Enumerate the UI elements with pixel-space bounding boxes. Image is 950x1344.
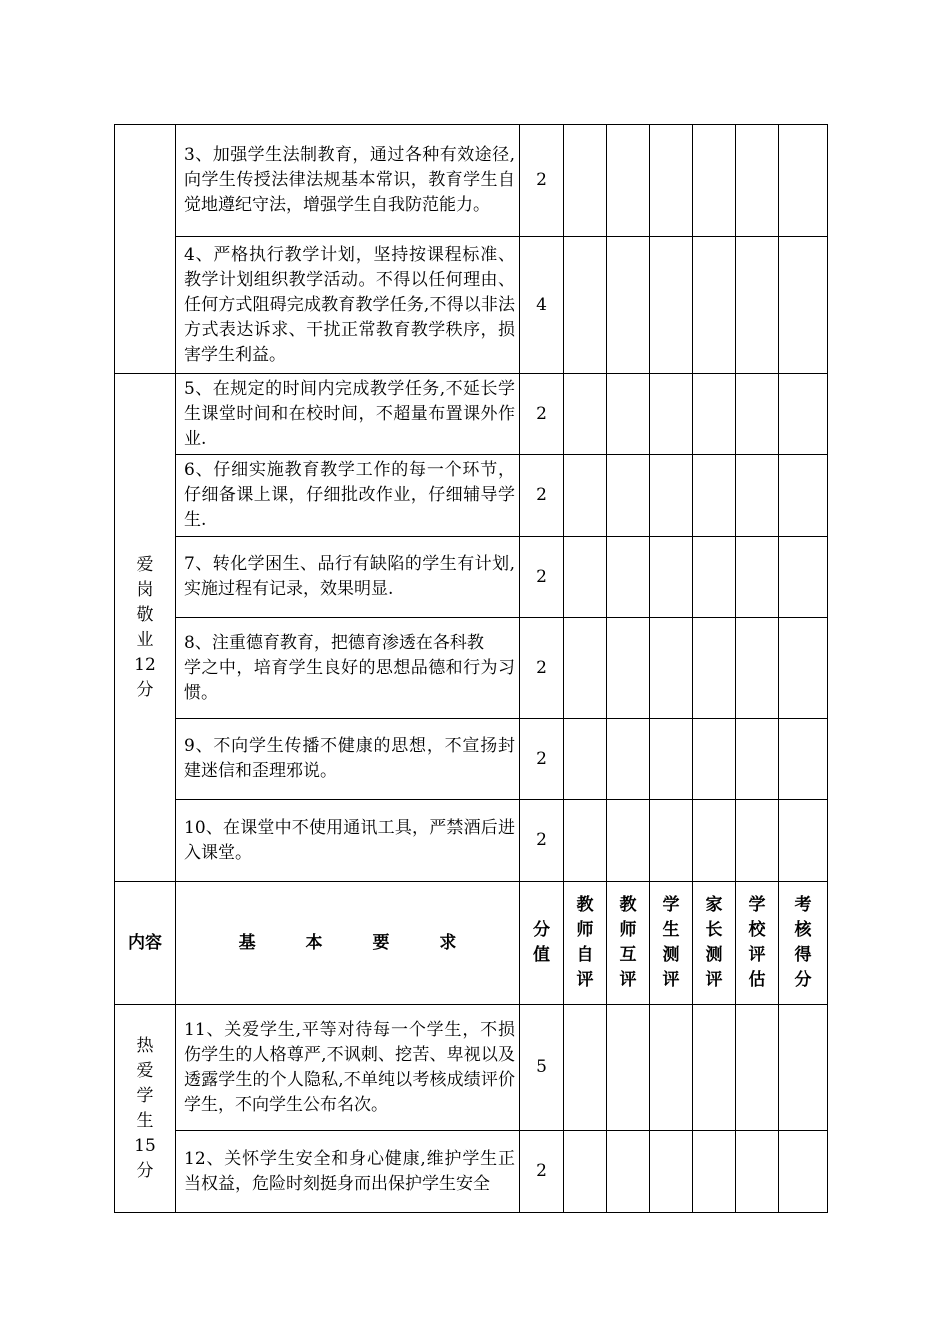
student-eval-cell[interactable] (650, 719, 693, 800)
score-cell: 5 (520, 1005, 564, 1131)
header-char: 家 (705, 895, 723, 915)
student-eval-cell[interactable] (650, 125, 693, 237)
category-char: 爱 (136, 1060, 154, 1081)
header-char: 学 (748, 895, 766, 915)
category-char: 15 (134, 1135, 156, 1156)
parent-eval-cell[interactable] (693, 1131, 736, 1213)
peer-eval-cell[interactable] (607, 125, 650, 237)
requirement-text: 5、在规定的时间内完成教学任务,不延长学生课堂时间和在校时间，不超量布置课外作业. (184, 378, 515, 449)
column-header-content: 内容 (115, 882, 176, 1005)
score-cell: 2 (520, 1131, 564, 1213)
requirement-cell (176, 455, 520, 537)
self-eval-cell[interactable] (564, 455, 607, 537)
column-header-self-eval (564, 882, 607, 1005)
student-eval-cell[interactable] (650, 237, 693, 374)
column-header-score (520, 882, 564, 1005)
requirement-cell (176, 800, 520, 882)
category-cell-continued (115, 125, 176, 374)
student-eval-cell[interactable] (650, 1005, 693, 1131)
requirement-cell (176, 125, 520, 237)
final-score-cell[interactable] (779, 455, 828, 537)
column-header-school-eval (736, 882, 779, 1005)
category-char: 生 (136, 1110, 154, 1131)
student-eval-cell[interactable] (650, 537, 693, 618)
peer-eval-cell[interactable] (607, 374, 650, 455)
peer-eval-cell[interactable] (607, 1005, 650, 1131)
student-eval-cell[interactable] (650, 455, 693, 537)
final-score-cell[interactable] (779, 719, 828, 800)
category-char: 学 (136, 1085, 154, 1106)
final-score-cell[interactable] (779, 618, 828, 719)
school-eval-cell[interactable] (736, 374, 779, 455)
table-row (115, 125, 828, 237)
header-char: 生 (662, 920, 680, 940)
score-cell: 2 (520, 125, 564, 237)
score-cell: 2 (520, 374, 564, 455)
self-eval-cell[interactable] (564, 374, 607, 455)
school-eval-cell[interactable] (736, 125, 779, 237)
header-char: 师 (619, 920, 637, 940)
header-char: 校 (748, 920, 766, 940)
category-char: 热 (136, 1035, 154, 1056)
header-char: 分 (533, 920, 550, 940)
school-eval-cell[interactable] (736, 237, 779, 374)
peer-eval-cell[interactable] (607, 800, 650, 882)
final-score-cell[interactable] (779, 1005, 828, 1131)
parent-eval-cell[interactable] (693, 125, 736, 237)
school-eval-cell[interactable] (736, 1005, 779, 1131)
requirement-cell (176, 537, 520, 618)
header-char: 长 (705, 920, 723, 940)
category-char: 爱 (136, 554, 154, 575)
peer-eval-cell[interactable] (607, 719, 650, 800)
self-eval-cell[interactable] (564, 800, 607, 882)
requirement-text: 3、加强学生法制教育，通过各种有效途径,向学生传授法律法规基本常识，教育学生自觉地遵纪守法，增强学生自我防范能力。 (184, 145, 515, 215)
table-row (115, 618, 828, 719)
school-eval-cell[interactable] (736, 537, 779, 618)
header-char: 互 (619, 945, 637, 965)
column-header-requirement-text: 基 本 要 求 (238, 932, 479, 953)
header-char: 评 (576, 970, 594, 990)
header-char: 教 (619, 895, 637, 915)
score-cell: 2 (520, 537, 564, 618)
category-char: 12 (134, 654, 156, 675)
final-score-cell[interactable] (779, 237, 828, 374)
final-score-cell[interactable] (779, 125, 828, 237)
table-row (115, 719, 828, 800)
header-char: 评 (748, 945, 766, 965)
requirement-text: 4、严格执行教学计划，坚持按课程标准、教学计划组织教学活动。不得以任何理由、任何方式阻碍完成教育教学任务,不得以非法方式表达诉求、干扰正常教育教学秩序，损害学生利益。 (184, 244, 515, 365)
header-char: 测 (662, 945, 680, 965)
header-char: 评 (705, 970, 723, 990)
final-score-cell[interactable] (779, 1131, 828, 1213)
score-cell: 4 (520, 237, 564, 374)
peer-eval-cell[interactable] (607, 1131, 650, 1213)
requirement-text: 11、关爱学生,平等对待每一个学生，不损伤学生的人格尊严,不讽刺、挖苦、卑视以及透露学生的个人隐私,不单纯以考核成绩评价学生，不向学生公布名次。 (184, 1019, 515, 1115)
score-cell: 2 (520, 618, 564, 719)
requirement-text: 8、注重德育教育，把德育渗透在各科教 学之中，培育学生良好的思想品德和行为习惯。 (184, 632, 515, 703)
peer-eval-cell[interactable] (607, 537, 650, 618)
student-eval-cell[interactable] (650, 618, 693, 719)
requirement-cell (176, 1131, 520, 1213)
requirement-cell (176, 618, 520, 719)
table-row (115, 1131, 828, 1213)
self-eval-cell[interactable] (564, 719, 607, 800)
final-score-cell[interactable] (779, 374, 828, 455)
parent-eval-cell[interactable] (693, 800, 736, 882)
header-char: 教 (576, 895, 594, 915)
header-char: 考 (794, 895, 812, 915)
header-char: 自 (576, 945, 594, 965)
self-eval-cell[interactable] (564, 1131, 607, 1213)
school-eval-cell[interactable] (736, 618, 779, 719)
parent-eval-cell[interactable] (693, 374, 736, 455)
category-love-label (134, 1034, 156, 1184)
category-char: 业 (136, 629, 154, 650)
self-eval-cell[interactable] (564, 537, 607, 618)
header-char: 测 (705, 945, 723, 965)
school-eval-cell[interactable] (736, 800, 779, 882)
header-char: 估 (748, 970, 766, 990)
self-eval-cell[interactable] (564, 125, 607, 237)
header-char: 得 (794, 945, 812, 965)
table-row (115, 1005, 828, 1131)
student-eval-cell[interactable] (650, 1131, 693, 1213)
self-eval-cell[interactable] (564, 618, 607, 719)
school-eval-cell[interactable] (736, 455, 779, 537)
requirement-cell (176, 237, 520, 374)
self-eval-cell[interactable] (564, 1005, 607, 1131)
header-char: 师 (576, 920, 594, 940)
requirement-cell (176, 1005, 520, 1131)
column-header-final-score (779, 882, 828, 1005)
score-cell: 2 (520, 800, 564, 882)
student-eval-cell[interactable] (650, 374, 693, 455)
score-cell: 2 (520, 455, 564, 537)
category-dedication-label (134, 553, 156, 703)
peer-eval-cell[interactable] (607, 237, 650, 374)
peer-eval-cell[interactable] (607, 455, 650, 537)
table-row (115, 537, 828, 618)
table-row (115, 800, 828, 882)
requirement-text: 10、在课堂中不使用通讯工具，严禁酒后进入课堂。 (184, 817, 515, 863)
column-header-parent-eval (693, 882, 736, 1005)
requirement-cell (176, 374, 520, 455)
header-char: 评 (662, 970, 680, 990)
score-cell: 2 (520, 719, 564, 800)
self-eval-cell[interactable] (564, 237, 607, 374)
peer-eval-cell[interactable] (607, 618, 650, 719)
school-eval-cell[interactable] (736, 719, 779, 800)
parent-eval-cell[interactable] (693, 719, 736, 800)
category-char: 分 (136, 1160, 154, 1181)
header-char: 分 (794, 970, 812, 990)
school-eval-cell[interactable] (736, 1131, 779, 1213)
header-char: 学 (662, 895, 680, 915)
table-row (115, 237, 828, 374)
student-eval-cell[interactable] (650, 800, 693, 882)
column-header-student-eval (650, 882, 693, 1005)
category-char: 分 (136, 679, 154, 700)
requirement-text: 6、仔细实施教育教学工作的每一个环节，仔细备课上课，仔细批改作业，仔细辅导学生. (184, 460, 515, 530)
category-char: 敬 (136, 604, 154, 625)
header-row (115, 882, 828, 1005)
evaluation-table-container (114, 124, 828, 1213)
column-header-peer-eval (607, 882, 650, 1005)
parent-eval-cell[interactable] (693, 537, 736, 618)
header-char: 核 (794, 920, 812, 940)
table-row (115, 374, 828, 455)
evaluation-table (114, 124, 828, 1213)
category-char: 岗 (136, 579, 154, 600)
parent-eval-cell[interactable] (693, 455, 736, 537)
final-score-cell[interactable] (779, 537, 828, 618)
column-header-requirement (176, 882, 520, 1005)
table-row (115, 455, 828, 537)
header-char: 值 (533, 945, 550, 965)
requirement-text: 12、关怀学生安全和身心健康,维护学生正当权益，危险时刻挺身而出保护学生安全 (184, 1148, 515, 1194)
parent-eval-cell[interactable] (693, 237, 736, 374)
category-dedication (115, 374, 176, 882)
parent-eval-cell[interactable] (693, 1005, 736, 1131)
final-score-cell[interactable] (779, 800, 828, 882)
header-char: 评 (619, 970, 637, 990)
parent-eval-cell[interactable] (693, 618, 736, 719)
requirement-cell (176, 719, 520, 800)
category-love-students (115, 1005, 176, 1213)
requirement-text: 9、不向学生传播不健康的思想，不宣扬封建迷信和歪理邪说。 (184, 736, 515, 781)
requirement-text: 7、转化学困生、品行有缺陷的学生有计划,实施过程有记录，效果明显. (184, 554, 515, 599)
